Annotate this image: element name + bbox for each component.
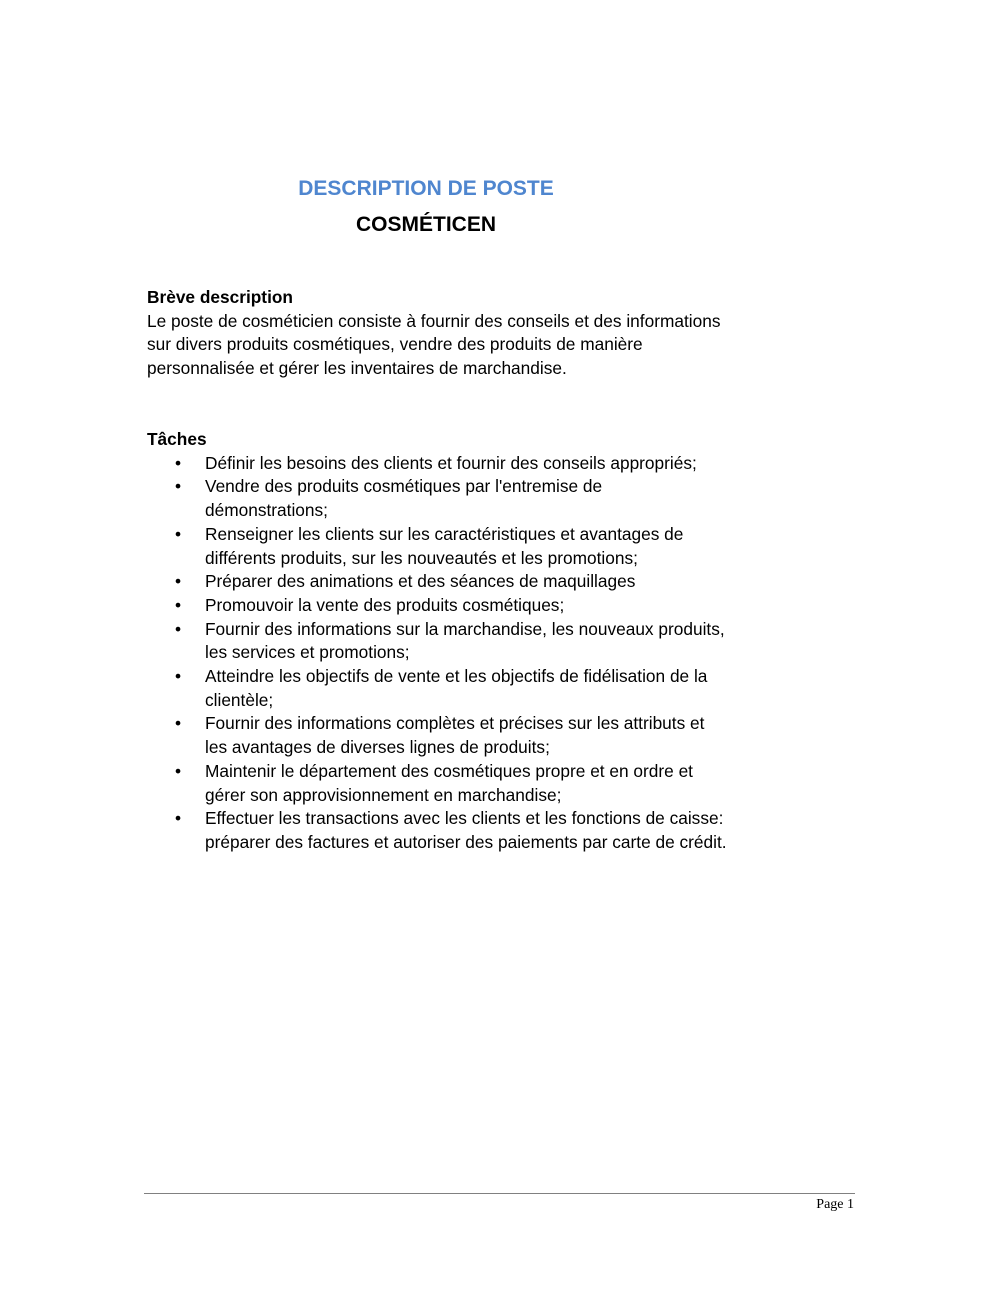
bullet-icon: • xyxy=(175,594,182,615)
task-text: Fournir des informations complètes et précises sur les attributs et les avantages de diverses lignes de produits; xyxy=(205,713,705,758)
bullet-icon: • xyxy=(175,523,182,544)
bullet-icon: • xyxy=(175,760,182,781)
task-text: Maintenir le département des cosmétiques propre et en ordre et gérer son approvisionnement en marchandise; xyxy=(205,760,693,805)
tasks-section xyxy=(147,428,727,855)
task-item xyxy=(147,807,727,854)
task-item xyxy=(147,523,727,570)
bullet-icon: • xyxy=(175,808,182,829)
task-item xyxy=(147,570,727,594)
task-item xyxy=(147,665,727,712)
bullet-icon: • xyxy=(175,571,182,592)
page-number: Page 1 xyxy=(816,1197,854,1212)
bullet-icon: • xyxy=(175,452,182,473)
task-item xyxy=(147,760,727,807)
brief-description-heading: Brève description xyxy=(147,287,293,307)
task-text: Vendre des produits cosmétiques par l'entremise de démonstrations; xyxy=(205,476,603,521)
brief-description-text: Le poste de cosméticien consiste à fournir des conseils et des informations sur divers produits cosmétiques, vendre des produits de manière personnalisée et gérer les inventaires de marchandise. xyxy=(147,310,721,379)
task-text: Préparer des animations et des séances de maquillages xyxy=(205,571,636,592)
task-text: Effectuer les transactions avec les clients et les fonctions de caisse: préparer des factures et autoriser des paiements par carte de crédit. xyxy=(205,808,727,852)
bullet-icon: • xyxy=(175,666,182,687)
task-text: Promouvoir la vente des produits cosmétiques; xyxy=(205,594,565,615)
footer-divider xyxy=(144,1193,855,1194)
task-item xyxy=(147,594,727,618)
task-item xyxy=(147,618,727,665)
brief-description-section xyxy=(147,286,727,381)
document-title: DESCRIPTION DE POSTE xyxy=(298,177,554,200)
bullet-icon: • xyxy=(175,713,182,734)
bullet-icon: • xyxy=(175,618,182,639)
task-text: Atteindre les objectifs de vente et les objectifs de fidélisation de la clientèle; xyxy=(205,666,708,710)
task-text: Renseigner les clients sur les caractéristiques et avantages de différents produits, sur les nouveautés et les promotions; xyxy=(205,523,684,568)
job-title: COSMÉTICEN xyxy=(355,213,496,236)
task-text: Fournir des informations sur la marchandise, les nouveaux produits, les services et promotions; xyxy=(205,618,725,663)
bullet-icon: • xyxy=(175,476,182,497)
tasks-list xyxy=(147,452,727,855)
task-item xyxy=(147,475,727,522)
task-item xyxy=(147,712,727,759)
tasks-heading: Tâches xyxy=(147,429,207,449)
task-item xyxy=(147,452,727,476)
task-text: Définir les besoins des clients et fournir des conseils appropriés; xyxy=(205,452,697,473)
